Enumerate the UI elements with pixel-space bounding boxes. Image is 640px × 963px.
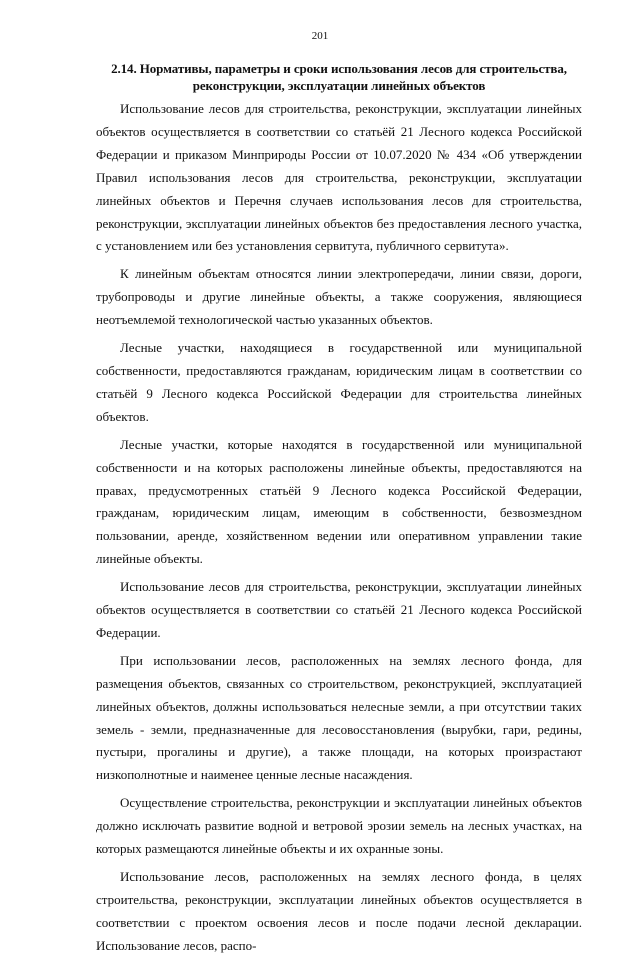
paragraph: Использование лесов для строительства, реконструкции, эксплуатации линейных объектов осуществляется в соответствии со статьёй 21 Лесного кодекса Российской Федерации. xyxy=(96,579,582,640)
paragraph: Осуществление строительства, реконструкции и эксплуатации линейных объектов должно исключать развитие водной и ветровой эрозии земель на лесных участках, на которых размещаются линейные объекты и их охранные зоны. xyxy=(96,795,582,857)
page-number: 201 xyxy=(311,30,329,42)
paragraph: Лесные участки, которые находятся в государственной или муниципальной собственности и на которых расположены линейные объекты, предоставляются на правах, предусмотренных статьёй 9 Лесного кодекса Российской Федерации, гражданам, юридическим лицам, имеющим в собственности, безвозмездном пользовании, аренде, хозяйственном ведении или оперативном управлении такие линейные объекты. xyxy=(96,436,582,567)
paragraph: Лесные участки, находящиеся в государственной или муниципальной собственности, предоставляются гражданам, юридическим лицам в соответствии со статьёй 9 Лесного кодекса Российской Федерации для строительства линейных объектов. xyxy=(96,340,582,424)
paragraph: Использование лесов, расположенных на землях лесного фонда, в целях строительства, реконструкции, эксплуатации линейных объектов осуществляется в соответствии с проектом освоения лесов и после подачи лесной декларации. Использование лесов, распо- xyxy=(96,869,582,953)
page-content xyxy=(96,60,582,963)
paragraph: Использование лесов для строительства, реконструкции, эксплуатации линейных объектов осуществляется в соответствии со статьёй 21 Лесного кодекса Российской Федерации и приказом Минприроды России от 10.07.2020 № 434 «Об утверждении Правил использования лесов для строительства, реконструкции, эксплуатации линейных объектов и Перечня случаев использования лесов для строительства, реконструкции, эксплуатации линейных объектов без предоставления лесного участка, с установлением или без установления сервитута, публичного сервитута». xyxy=(96,101,582,254)
section-heading: 2.14. Нормативы, параметры и сроки использования лесов для строительства, реконструкции, эксплуатации линейных объектов xyxy=(111,61,567,93)
paragraph: При использовании лесов, расположенных на землях лесного фонда, для размещения объектов, связанных со строительством, реконструкцией, эксплуатацией линейных объектов, должны использоваться нелесные земли, а при отсутствии таких земель - земли, предназначенные для лесовосстановления (вырубки, гари, редины, пустыри, прогалины и другие), а также площади, на которых произрастают низкополнотные и наименее ценные лесные насаждения. xyxy=(96,652,582,783)
paragraph: К линейным объектам относятся линии электропередачи, линии связи, дороги, трубопроводы и другие линейные объекты, а также сооружения, являющиеся неотъемлемой технологической частью указанных объектов. xyxy=(96,266,582,328)
